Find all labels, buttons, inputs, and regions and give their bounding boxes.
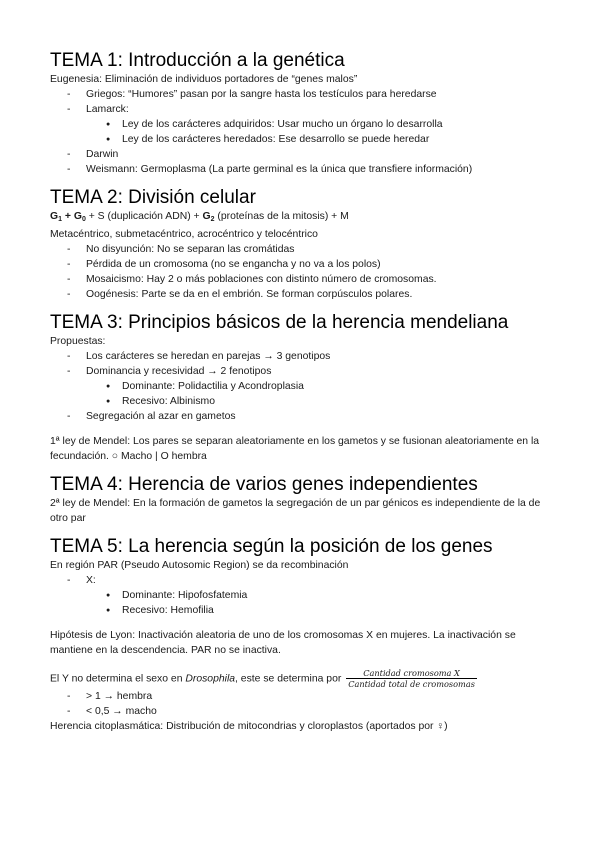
- species-name: Drosophila: [185, 673, 236, 685]
- section-title-tema-1: TEMA 1: Introducción a la genética: [50, 50, 345, 71]
- list-item: - Los carácteres se heredan en parejas → 3 genotipos: [50, 349, 560, 364]
- list-item: - Darwin: [50, 147, 560, 162]
- sublist-item: ● Recesivo: Albinismo: [50, 394, 560, 409]
- list-ratio: [50, 689, 560, 719]
- list-tema-1: [50, 87, 560, 117]
- sublist-item: ● Dominante: Hipofosfatemia: [50, 588, 560, 603]
- list-tema-5: [50, 573, 560, 588]
- list-item: - Griegos: “Humores” pasan por la sangre hasta los testículos para heredarse: [50, 87, 560, 102]
- sublist-item: ● Dominante: Polidactilia y Acondroplasia: [50, 379, 560, 394]
- paragraph-par-region: En región PAR (Pseudo Autosomic Region) se da recombinación: [50, 560, 349, 571]
- sublist-item: ● Ley de los carácteres adquiridos: Usar mucho un órgano lo desarrolla: [50, 117, 560, 132]
- sublist-fenotipos: [50, 379, 560, 409]
- list-item: - Dominancia y recesividad → 2 fenotipos: [50, 364, 560, 379]
- paragraph-mendel-1: 1ª ley de Mendel: Los pares se separan aleatoriamente en los gametos y se fusionan aleatoriamente en la fecundación. ○ Macho | O hembra: [50, 436, 540, 462]
- sublist-item: ● Recesivo: Hemofilia: [50, 603, 560, 618]
- paragraph-propuestas: Propuestas:: [50, 336, 106, 347]
- section-title-tema-5: TEMA 5: La herencia según la posición de los genes: [50, 536, 493, 557]
- section-title-tema-3: TEMA 3: Principios básicos de la herencia mendeliana: [50, 312, 509, 333]
- paragraph-centric: Metacéntrico, submetacéntrico, acrocéntrico y telocéntrico: [50, 229, 318, 240]
- sublist-item: ● Ley de los carácteres heredados: Ese desarrollo se puede heredar: [50, 132, 560, 147]
- sublist-x: [50, 588, 560, 618]
- section-title-tema-4: TEMA 4: Herencia de varios genes independientes: [50, 474, 478, 495]
- document-page: [50, 50, 560, 734]
- list-tema-3-cont: [50, 409, 560, 424]
- fraction-denominator: Cantidad total de cromosomas: [348, 679, 475, 689]
- list-item: - Pérdida de un cromosoma (no se engancha y no va a los polos): [50, 257, 560, 272]
- list-item: - > 1 → hembra: [50, 689, 560, 704]
- list-tema-2: [50, 242, 560, 302]
- list-tema-3: [50, 349, 560, 379]
- list-item: - Oogénesis: Parte se da en el embrión. Se forman corpúsculos polares.: [50, 287, 560, 302]
- list-item: - Weismann: Germoplasma (La parte germinal es la única que transfiere información): [50, 162, 560, 177]
- list-item: - < 0,5 → macho: [50, 704, 560, 719]
- paragraph-lyon: Hipótesis de Lyon: Inactivación aleatoria de uno de los cromosomas X en mujeres. La inactivación se mantiene en la descendencia. PAR no se inactiva.: [50, 630, 516, 656]
- fraction-numerator: Cantidad cromosoma X: [346, 668, 477, 679]
- paragraph-mendel-2: 2ª ley de Mendel: En la formación de gametos la segregación de un par génicos es independiente de la de otro par: [50, 498, 541, 524]
- list-item: - Mosaicismo: Hay 2 o más poblaciones con distinto número de cromosomas.: [50, 272, 560, 287]
- paragraph-cytoplasmic: Herencia citoplasmática: Distribución de mitocondrias y cloroplastos (aportados por ♀): [50, 721, 448, 732]
- ratio-fraction: [346, 668, 477, 689]
- list-tema-1-cont: [50, 147, 560, 177]
- list-item: [50, 102, 560, 117]
- list-item: - X:: [50, 573, 560, 588]
- list-item: - Segregación al azar en gametos: [50, 409, 560, 424]
- paragraph-cell-cycle: $G_1 + G_0 + S$ (duplicación $ADN) + G_2$ (proteínas de la mitosis) + M: [50, 211, 349, 223]
- list-item-label: Lamarck:: [86, 104, 129, 115]
- sublist-lamarck: [50, 117, 560, 147]
- paragraph-drosophila: El Y no determina el sexo en Drosophila, este se determina por $\frac{\text{Cantidad cromosoma X}}{\text{Cantidad total de cromosomas}}$: [50, 668, 475, 689]
- section-title-tema-2: TEMA 2: División celular: [50, 187, 256, 208]
- list-item: - No disyunción: No se separan las cromátidas: [50, 242, 560, 257]
- paragraph-eugenesia: Eugenesia: Eliminación de individuos portadores de “genes malos”: [50, 74, 358, 85]
